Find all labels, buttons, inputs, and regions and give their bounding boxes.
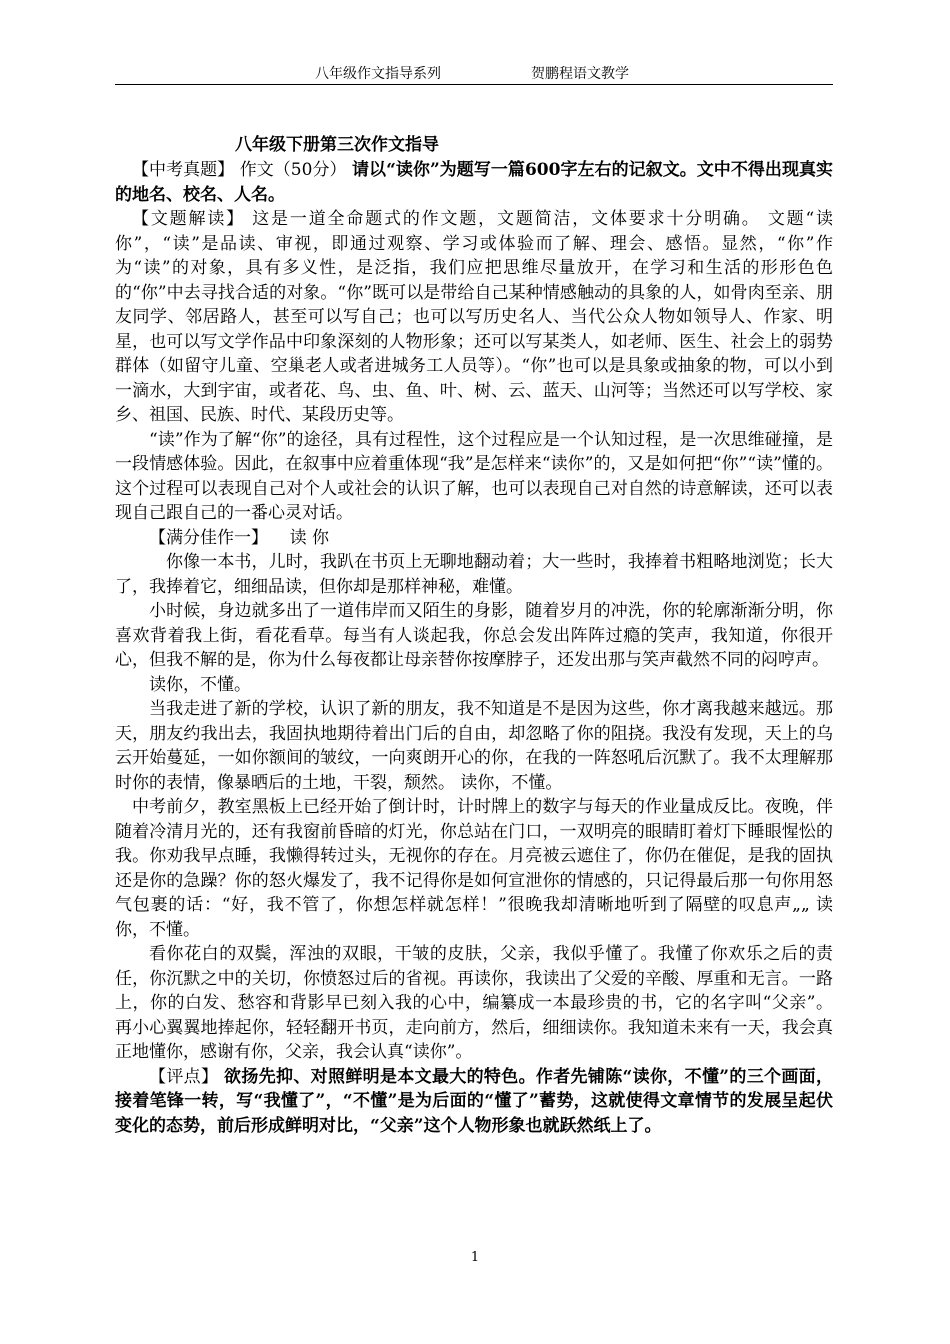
analysis-paragraph-2: “读”作为了解“你”的途径，具有过程性，这个过程应是一个认知过程，是一次思维碰撞，是一段情感体验。因此，在叙事中应着重体现“我”是怎样来“读你”的，又是如何把“你”“读”懂的。这个过程可以表现自己对个人或社会的认识了解，也可以表现自己对自然的诗意解读，还可以表现自己跟自己的一番心灵对话。 [115,429,833,523]
review-label: 【评点】 [149,1066,219,1087]
analysis-paragraph-1 [115,207,833,428]
exam-prefix: 作文（50分） [239,160,347,180]
review-text: 欲扬先抑、对照鲜明是本文最大的特色。作者先铺陈“读你，不懂”的三个画面，接着笔锋一转，写“我懂了”，“不懂”是为后面的“懂了”蓄势，这就使得文章情节的发展呈起伏变化的态势，前后形成鲜明对比，“父亲”这个人物形象也就跃然纸上了。 [115,1066,834,1136]
page-header [115,64,833,85]
exam-label: 【中考真题】 [132,160,235,180]
document-title: 八年级下册第三次作文指导 [235,135,439,155]
analysis-text-1: 这是一道全命题式的作文题，文题简洁，文体要求十分明确。 文题“读你”，“读”是品读、审视，即通过观察、学习或体验而了解、理会、感悟。显然，“你”作为“读”的对象，具有多义性，是泛指，我们应把思维尽量放开，在学习和生活的形形色色的“你”中去寻找合适的对象。“你”既可以是带给自己某种情感触动的具象的人，如骨肉至亲、朋友同学、邻居路人，甚至可以写自己；也可以写历史名人、当代公众人物如领导人、作家、明星，也可以写文学作品中印象深刻的人物形象；还可以写某类人，如老师、医生、社会上的弱势群体（如留守儿童、空巢老人或者进城务工人员等）。“你”也可以是具象或抽象的物，可以小到一滴水，大到宇宙，或者花、鸟、虫、鱼、叶、树、云、蓝天、山河等；当然还可以写学校、家乡、祖国、民族、时代、某段历史等。 [115,209,834,425]
review-paragraph [115,1065,833,1139]
essay-heading [115,526,833,551]
exam-question [115,158,833,207]
essay-paragraph: 当我走进了新的学校，认识了新的朋友，我不知道是不是因为这些，你才离我越来越远。那天，朋友约我出去，我固执地期待着出门后的自由，却忽略了你的阻挠。我没有发现，天上的乌云开始蔓延，一如你额间的皱纹，一向爽朗开心的你，在我的一阵怒吼后沉默了。我不太理解那时你的表情，像暴晒后的土地，干裂，颓然。 读你，不懂。 [115,699,833,793]
essay-paragraph: 读你，不懂。 [149,674,251,695]
document-body [115,132,833,1138]
page-number: 1 [470,1250,480,1265]
essay-title: 读 你 [289,527,330,548]
exam-requirement: 请以“读你”为题写一篇600字左右的记叙文。文中不得出现真实的地名、校名、人名。 [115,160,834,205]
essay-paragraph: 中考前夕，教室黑板上已经开始了倒计时，计时牌上的数字与每天的作业量成反比。夜晚，伴随着冷清月光的，还有我窗前昏暗的灯光，你总站在门口，一双明亮的眼睛盯着灯下睡眼惺忪的我。你劝我早点睡，我懒得转过头，无视你的存在。月亮被云遮住了，你仍在催促，是我的固执还是你的急躁？你的怒火爆发了，我不记得你是如何宣泄你的情感的，只记得最后那一句你用怒气包裹的话：“好，我不管了，你想怎样就怎样！”很晚我却清晰地听到了隔壁的叹息声„„ 读你，不懂。 [115,797,833,940]
header-series: 八年级作文指导系列 [315,66,441,82]
header-author: 贺鹏程语文教学 [531,66,629,82]
essay-label: 【满分佳作一】 [149,527,268,548]
analysis-label: 【文题解读】 [132,209,245,229]
essay-paragraph: 看你花白的双鬓，浑浊的双眼，干皱的皮肤，父亲，我似乎懂了。我懂了你欢乐之后的责任，你沉默之中的关切，你愤怒过后的省视。再读你，我读出了父爱的辛酸、厚重和无言。一路上，你的白发、愁容和背影早已刻入我的心中，编纂成一本最珍贵的书，它的名字叫“父亲”。 再小心翼翼地捧起你，轻轻翻开书页，走向前方，然后，细细读你。我知道未来有一天，我会真正地懂你，感谢有你，父亲，我会认真“读你”。 [115,944,833,1062]
essay-paragraph: 你像一本书，儿时，我趴在书页上无聊地翻动着；大一些时，我捧着书粗略地浏览；长大了，我捧着它，细细品读，但你却是那样神秘，难懂。 [115,552,833,597]
essay-paragraph: 小时候，身边就多出了一道伟岸而又陌生的身影，随着岁月的冲洗，你的轮廓渐渐分明，你喜欢背着我上街，看花看草。每当有人谈起我，你总会发出阵阵过瘾的笑声，我知道，你很开心，但我不解的是，你为什么每夜都让母亲替你按摩脖子，还发出那与笑声截然不同的闷哼声。 [115,601,833,670]
